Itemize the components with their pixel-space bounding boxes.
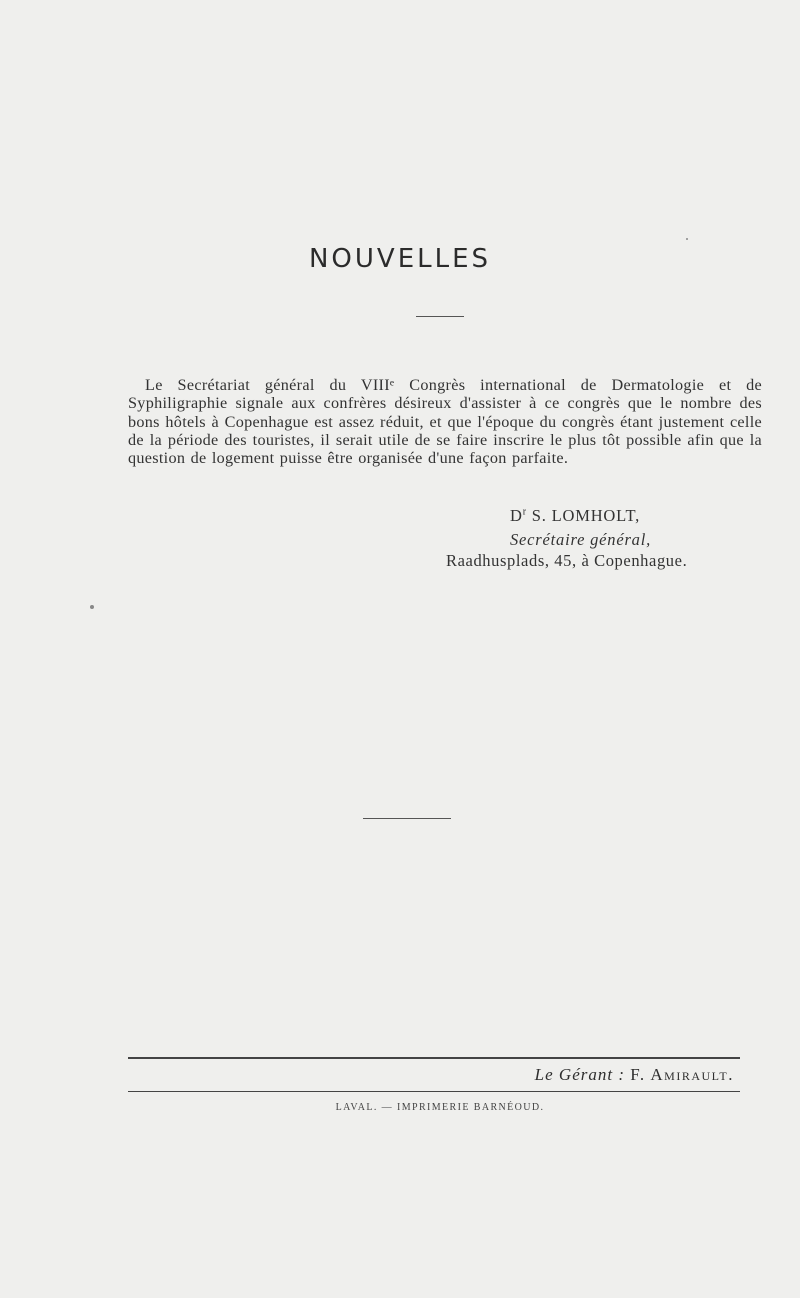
- signature-address: Raadhusplads, 45, à Copenhague.: [446, 551, 688, 570]
- signature-name: S. LOMHOLT,: [531, 506, 641, 525]
- section-end-divider: [363, 818, 451, 819]
- paper-speck: [686, 238, 688, 240]
- signature-name-line: [510, 506, 640, 526]
- signature-title-superscript: r: [522, 506, 527, 518]
- signature-role: Secrétaire général,: [510, 530, 652, 549]
- footer-top-rule: [128, 1057, 740, 1059]
- footer-bottom-rule: [128, 1091, 740, 1092]
- signature-title-prefix: D: [510, 506, 523, 525]
- page-title: NOUVELLES: [308, 244, 492, 274]
- paper-speck: [90, 605, 94, 609]
- gerant-name: F. Amirault.: [630, 1065, 734, 1084]
- printer-imprint: LAVAL. — IMPRIMERIE BARNÉOUD.: [335, 1102, 545, 1113]
- gerant-line: [128, 1065, 734, 1085]
- title-divider: [416, 316, 464, 317]
- gerant-label: Le Gérant :: [534, 1065, 625, 1084]
- article-paragraph: Le Secrétariat général du VIIIᵉ Congrès international de Dermatologie et de Syphiligraphie signale aux confrères désireux d'assister à ce congrès que le nombre des bons hôtels à Copenhague est assez réduit, et que l'époque du congrès étant justement celle de la période des touristes, il serait utile de se faire inscrire le plus tôt possible afin que la question de logement puisse être organisée d'une façon parfaite.: [128, 376, 762, 468]
- article-body: [128, 376, 762, 467]
